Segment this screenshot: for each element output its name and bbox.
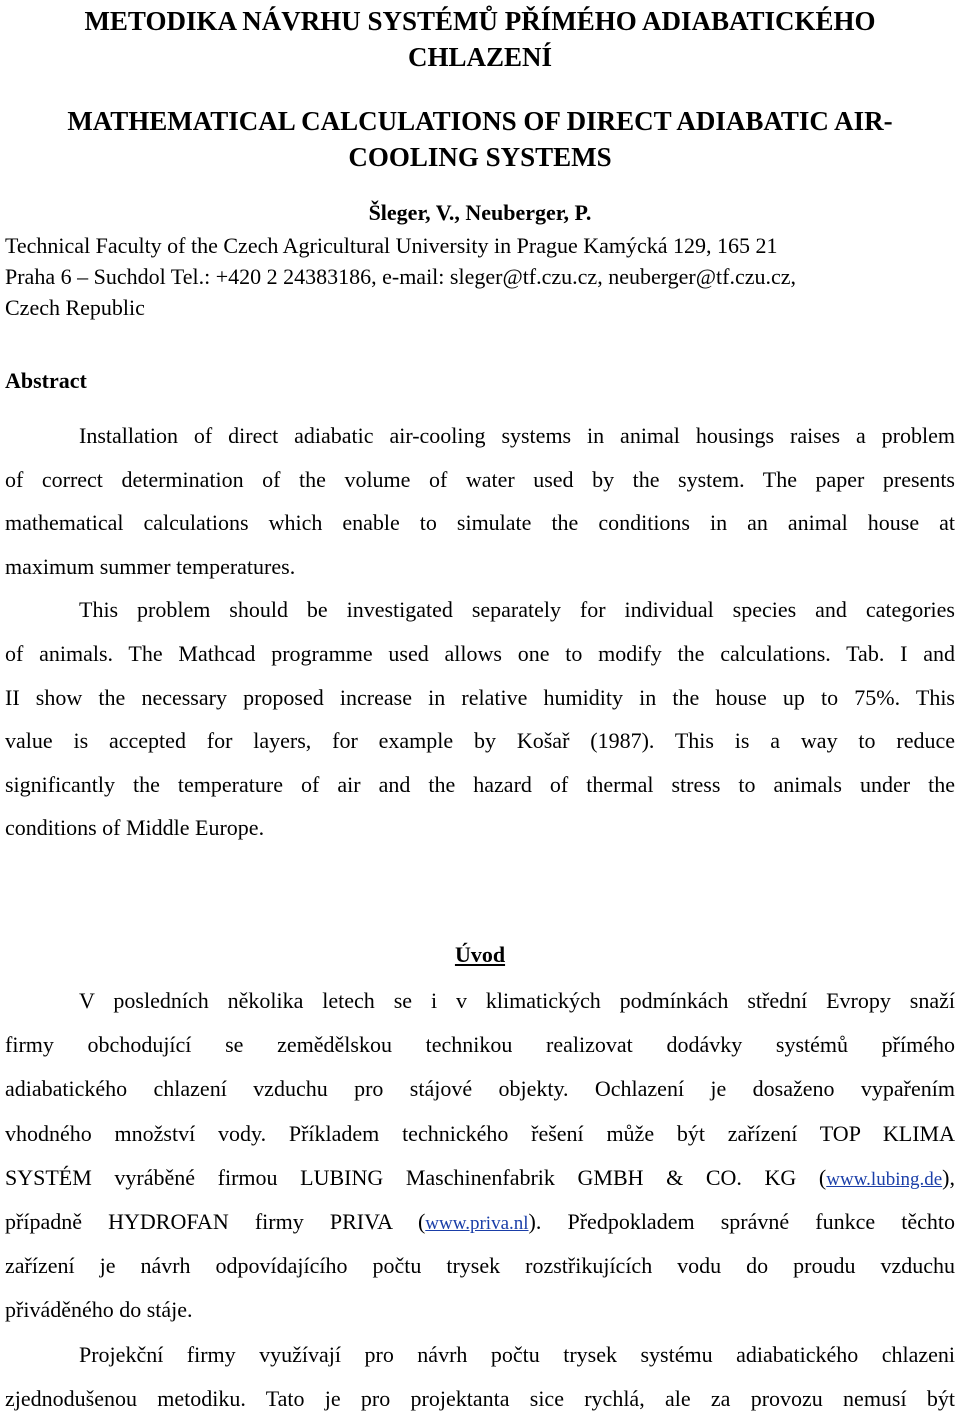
abstract-line: mathematical calculations which enable to simulate the conditions in an animal house at — [5, 510, 955, 536]
intro-line: zařízení je návrh odpovídajícího počtu trysek rozstřikujících vodu do proudu vzduchu — [5, 1253, 955, 1279]
intro-line — [5, 1200, 955, 1244]
czech-title-line-1: METODIKA NÁVRHU SYSTÉMŮ PŘÍMÉHO ADIABATICKÉHO — [84, 6, 876, 36]
intro-line-text: ). Předpokladem správné funkce těchto — [528, 1208, 955, 1234]
intro-line-text: SYSTÉM vyráběné firmou LUBING Maschinenfabrik GMBH & CO. KG ( — [5, 1164, 827, 1190]
english-title-line-2: COOLING SYSTEMS — [348, 142, 612, 172]
affiliation — [5, 230, 955, 323]
intro-line: zjednodušenou metodiku. Tato je pro projektanta sice rychlá, ale za provozu nemusí být — [5, 1385, 955, 1411]
abstract-heading: Abstract — [5, 368, 87, 393]
intro-line: V posledních několika letech se i v klimatických podmínkách střední Evropy snaží — [79, 988, 955, 1013]
abstract-line: This problem should be investigated separately for individual species and categories — [79, 597, 955, 623]
intro-line-text: případně HYDROFAN firmy PRIVA ( — [5, 1208, 426, 1234]
intro-line: vhodného množství vody. Příkladem technického řešení může být zařízení TOP KLIMA — [5, 1120, 955, 1146]
intro-line: přiváděného do stáje. — [5, 1297, 193, 1323]
intro-line: Projekční firmy využívají pro návrh počtu trysek systému adiabatického chlazeni — [79, 1341, 955, 1367]
english-title-line-1: MATHEMATICAL CALCULATIONS OF DIRECT ADIABATIC AIR- — [67, 106, 893, 136]
affiliation-line-2: Praha 6 – Suchdol Tel.: +420 2 24383186, e-mail: sleger@tf.czu.cz, neuberger@tf.czu.cz, — [5, 264, 797, 289]
intro-line: firmy obchodující se zemědělskou technikou realizovat dodávky systémů přímého — [5, 1032, 955, 1058]
abstract-line: maximum summer temperatures. — [5, 553, 296, 579]
lubing-link[interactable]: www.lubing.de — [826, 1168, 943, 1190]
abstract-line: value is accepted for layers, for example by Košař (1987). This is a way to reduce — [5, 728, 955, 754]
abstract-line: of correct determination of the volume of water used by the system. The paper presents — [5, 466, 955, 492]
affiliation-line-1: Technical Faculty of the Czech Agricultural University in Prague Kamýcká 129, 165 21 — [5, 233, 778, 258]
priva-link[interactable]: www.priva.nl — [425, 1212, 529, 1234]
intro-line: adiabatického chlazení vzduchu pro stájové objekty. Ochlazení je dosaženo vypařením — [5, 1076, 955, 1102]
abstract-line: conditions of Middle Europe. — [5, 815, 265, 841]
affiliation-line-3: Czech Republic — [5, 295, 145, 320]
abstract-line: II show the necessary proposed increase in relative humidity in the house up to 75%. This — [5, 684, 955, 710]
intro-line — [5, 1156, 955, 1200]
czech-title — [0, 3, 960, 75]
abstract-text — [5, 414, 955, 850]
intro-heading: Úvod — [454, 942, 506, 967]
czech-title-line-2: CHLAZENÍ — [407, 42, 553, 72]
intro-line-text: ), — [942, 1164, 955, 1190]
intro-text — [5, 979, 955, 1421]
authors: Šleger, V., Neuberger, P. — [368, 200, 592, 225]
abstract-line: significantly the temperature of air and the hazard of thermal stress to animals under the — [5, 771, 955, 797]
english-title — [0, 103, 960, 175]
abstract-line: of animals. The Mathcad programme used allows one to modify the calculations. Tab. I and — [5, 640, 955, 666]
abstract-line: Installation of direct adiabatic air-cooling systems in animal housings raises a problem — [79, 423, 955, 448]
